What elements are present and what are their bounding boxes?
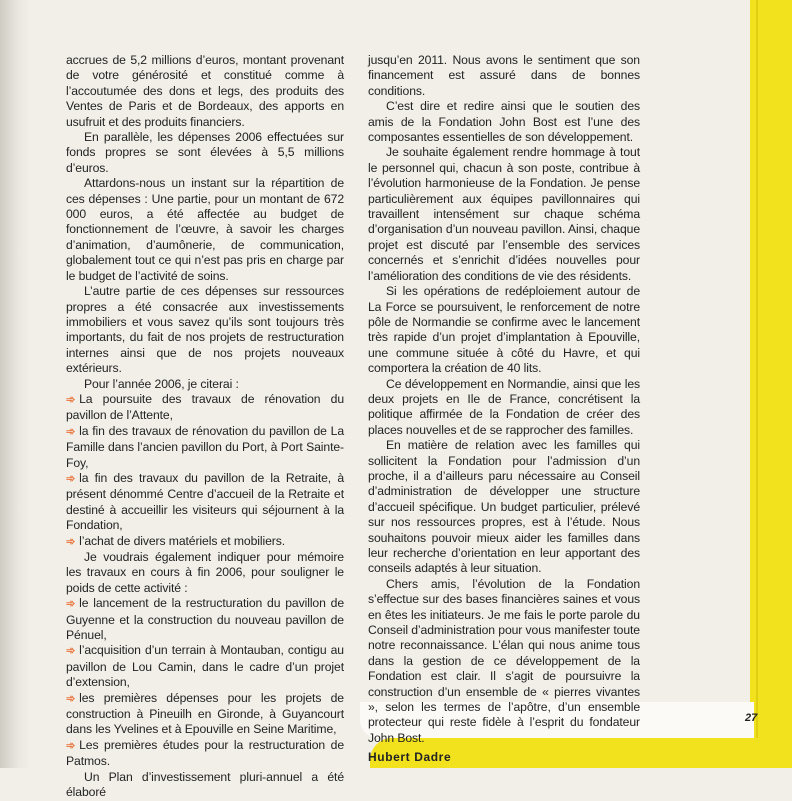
bullet-item <box>66 691 344 738</box>
bullet-item <box>66 392 344 424</box>
paragraph <box>368 53 640 99</box>
arrow-bullet-icon: ➾ <box>66 598 76 611</box>
paragraph <box>368 99 640 145</box>
paragraph-text: l’achat de divers matériels et mobiliers. <box>79 533 286 548</box>
bullet-item <box>66 596 344 643</box>
paragraph <box>368 284 640 376</box>
bullet-item <box>66 424 344 471</box>
paragraph-text: la fin des travaux du pavillon de la Retraite, à présent dénommé Centre d’accueil de la Retraite et destiné à accueillir les visiteurs qui séjournent à la Fondation, <box>66 470 344 533</box>
paragraph-text: Chers amis, l’évolution de la Fondation s’effectue sur des bases financières saines et vous en êtes les initiateurs. Je me fais le porte parole du Conseil d’administration pour vous manifester toute notre reconnaissance. L’élan qui nous anime tous dans la gestion de ce développement de la Fondation est clair. Il s’agit de poursuivre la construction d’un ensemble de « pierres vivantes », selon les termes de l’apôtre, d’un ensemble protecteur qui reste fidèle à l’esprit du fondateur John Bost. <box>368 576 640 745</box>
paragraph <box>66 550 344 596</box>
paragraph-text: accrues de 5,2 millions d’euros, montant provenant de votre générosité et constitué comme à l’accoutumée des dons et legs, des produits des Ventes de Paris et de Bordeaux, des apports en usufruit et des produits financiers. <box>66 53 344 129</box>
paragraph <box>368 438 640 577</box>
arrow-bullet-icon: ➾ <box>66 739 76 752</box>
paragraph <box>66 176 344 284</box>
bullet-item <box>66 471 344 534</box>
left-text-column <box>66 53 344 801</box>
paragraph-text: L’autre partie de ces dépenses sur ressources propres a été consacrée aux investissements immobiliers et vous savez qu’ils sont toujours très importants, du fait de nos projets de restructuration internes ainsi que de nos projets nouveaux extérieurs. <box>66 284 344 376</box>
paragraph-text: En parallèle, les dépenses 2006 effectuées sur fonds propres se sont élevées à 5,5 millions d’euros. <box>66 130 344 175</box>
bullet-item <box>66 643 344 690</box>
right-text-column <box>368 53 640 766</box>
arrow-bullet-icon: ➾ <box>66 472 76 485</box>
paragraph <box>368 145 640 284</box>
paragraph-text: Pour l’année 2006, je citerai : <box>84 376 239 391</box>
paragraph-text: Si les opérations de redéploiement autour de La Force se poursuivent, le renforcement de notre pôle de Normandie se confirme avec le lancement très rapide d’un projet d’implantation à Epouville, une commune située à côté du Havre, et qui comportera la création de 40 lits. <box>368 284 640 376</box>
paragraph-text: jusqu’en 2011. Nous avons le sentiment que son financement est assuré dans de bonnes conditions. <box>368 53 640 98</box>
paragraph-text: Je souhaite également rendre hommage à tout le personnel qui, chacun à son poste, contribue à l’évolution harmonieuse de la Fondation. Je pense particulièrement aux équipes pavillonnaires qui travaillent intensément sur chaque schéma d’organisation d’un nouveau pavillon. Ainsi, chaque projet est discuté par l’ensemble des services concernés et s’enrichit d’idées nouvelles pour l’amélioration des conditions de vie des résidents. <box>368 145 640 283</box>
signature: Hubert Dadre <box>368 750 452 765</box>
paragraph-text: les premières dépenses pour les projets de construction à Pineuilh en Gironde, à Guyancourt dans les Yvelines et à Epouville en Seine Maritime, <box>66 690 344 737</box>
paragraph-text: Un Plan d’investissement pluri-annuel a été élaboré <box>66 769 344 800</box>
arrow-bullet-icon: ➾ <box>66 645 76 658</box>
yellow-side-band <box>750 0 792 768</box>
arrow-bullet-icon: ➾ <box>66 692 76 705</box>
paragraph-text: C’est dire et redire ainsi que le soutien des amis de la Fondation John Bost est l’une des composantes essentielles de son développement. <box>368 99 640 145</box>
page-number: 27 <box>745 712 758 724</box>
paragraph <box>368 577 640 746</box>
paragraph-text: Ce développement en Normandie, ainsi que les deux projets en Ile de France, concrétisent la politique affirmée de la Fondation de créer des places nouvelles et de se rapprocher des familles. <box>368 376 640 437</box>
paragraph <box>66 377 344 392</box>
paragraph-text: le lancement de la restructuration du pavillon de Guyenne et la construction du nouveau pavillon de Pénuel, <box>66 596 344 643</box>
paragraph-text: la fin des travaux de rénovation du pavillon de La Famille dans l’ancien pavillon du Port, à Port Sainte-Foy, <box>66 423 344 470</box>
paragraph-text: Je voudrais également indiquer pour mémoire les travaux en cours à fin 2006, pour souligner le poids de cette activité : <box>66 550 344 595</box>
paragraph <box>368 377 640 439</box>
arrow-bullet-icon: ➾ <box>66 425 76 438</box>
paragraph-text: Attardons-nous un instant sur la répartition de ces dépenses : Une partie, pour un montant de 672 000 euros, a été affectée au budget de fonctionnement de l’œuvre, à savoir les charges d’animation, d’aumônerie, de communication, globalement tout ce qui n’est pas pris en charge par le budget de l’activité de soins. <box>66 176 344 283</box>
paragraph <box>66 770 344 801</box>
paragraph-text: l’acquisition d’un terrain à Montauban, contigu au pavillon de Lou Camin, dans le cadre d’un projet d’extension, <box>66 643 344 690</box>
arrow-bullet-icon: ➾ <box>66 535 76 548</box>
paragraph-text: La poursuite des travaux de rénovation du pavillon de l’Attente, <box>66 391 344 423</box>
paragraph-text: Les premières études pour la restructuration de Patmos. <box>66 737 344 769</box>
paragraph <box>66 284 344 376</box>
paragraph-text: En matière de relation avec les familles qui sollicitent la Fondation pour l’admission d’un proche, il a d’ailleurs paru nécessaire au Conseil d’administration de développer une structure d’accueil spécifique. Un budget particulier, prélevé sur nos ressources propres, est à l’étude. Nous souhaitons pouvoir mieux aider les familles dans leur recherche d’orientation en leur apportant des conseils adaptés à leur situation. <box>368 438 640 576</box>
bullet-item <box>66 738 344 770</box>
arrow-bullet-icon: ➾ <box>66 393 76 406</box>
book-gutter <box>0 0 30 768</box>
paragraph <box>66 53 344 130</box>
paragraph <box>66 130 344 176</box>
bullet-item <box>66 534 344 550</box>
